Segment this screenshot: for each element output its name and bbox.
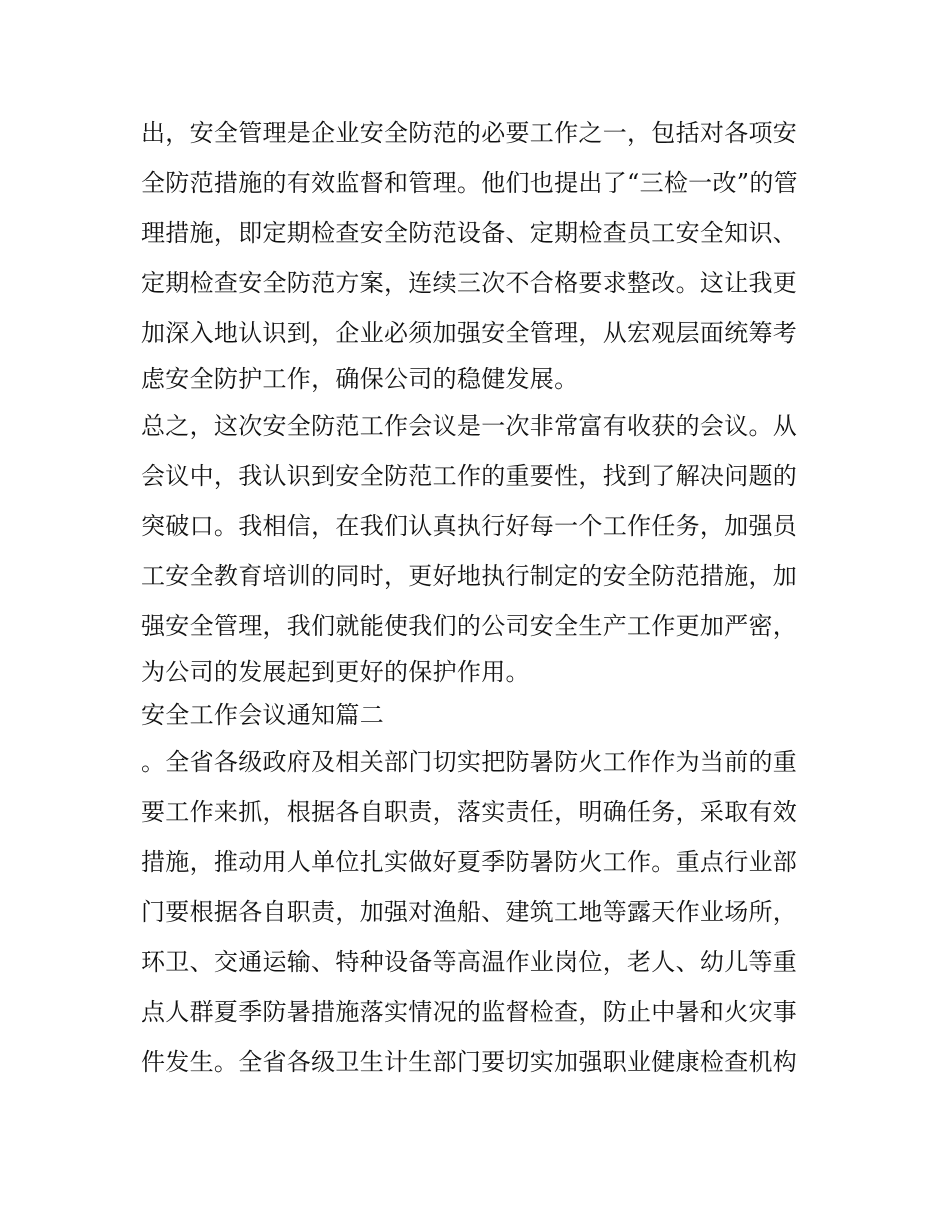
text-line: 门要根据各自职责，加强对渔船、建筑工地等露天作业场所， <box>141 898 798 926</box>
text-line: 工安全教育培训的同时，更好地执行制定的安全防范措施，加 <box>141 562 798 590</box>
text-line: 为公司的发展起到更好的保护作用。 <box>141 658 530 686</box>
text-line: 出，安全管理是企业安全防范的必要工作之一，包括对各项安 <box>141 119 798 147</box>
text-line: 会议中，我认识到安全防范工作的重要性，找到了解决问题的 <box>141 462 798 490</box>
text-line: 环卫、交通运输、特种设备等高温作业岗位，老人、幼儿等重 <box>141 948 798 976</box>
text-line: 要工作来抓，根据各自职责，落实责任，明确任务，采取有效 <box>141 798 798 826</box>
document-body <box>141 108 813 1087</box>
text-line: 虑安全防护工作，确保公司的稳健发展。 <box>141 365 579 393</box>
text-line: 总之，这次安全防范工作会议是一次非常富有收获的会议。从 <box>141 412 798 440</box>
text-line: 点人群夏季防暑措施落实情况的监督检查，防止中暑和火灾事 <box>141 998 798 1026</box>
text-line: 加深入地认识到，企业必须加强安全管理，从宏观层面统筹考 <box>141 319 798 347</box>
text-line: 件发生。全省各级卫生计生部门要切实加强职业健康检查机构 <box>141 1048 798 1076</box>
text-line: 突破口。我相信，在我们认真执行好每一个工作任务，加强员 <box>141 512 798 540</box>
text-line: 。全省各级政府及相关部门切实把防暑防火工作作为当前的重 <box>141 748 798 776</box>
text-line: 定期检查安全防范方案，连续三次不合格要求整改。这让我更 <box>141 269 798 297</box>
section-heading: 安全工作会议通知篇二 <box>141 701 384 729</box>
text-line: 全防范措施的有效监督和管理。他们也提出了“三检一改”的管 <box>141 169 798 197</box>
text-line: 强安全管理，我们就能使我们的公司安全生产工作更加严密， <box>141 612 798 640</box>
text-line: 措施，推动用人单位扎实做好夏季防暑防火工作。重点行业部 <box>141 848 798 876</box>
text-line: 理措施，即定期检查安全防范设备、定期检查员工安全知识、 <box>141 219 798 247</box>
